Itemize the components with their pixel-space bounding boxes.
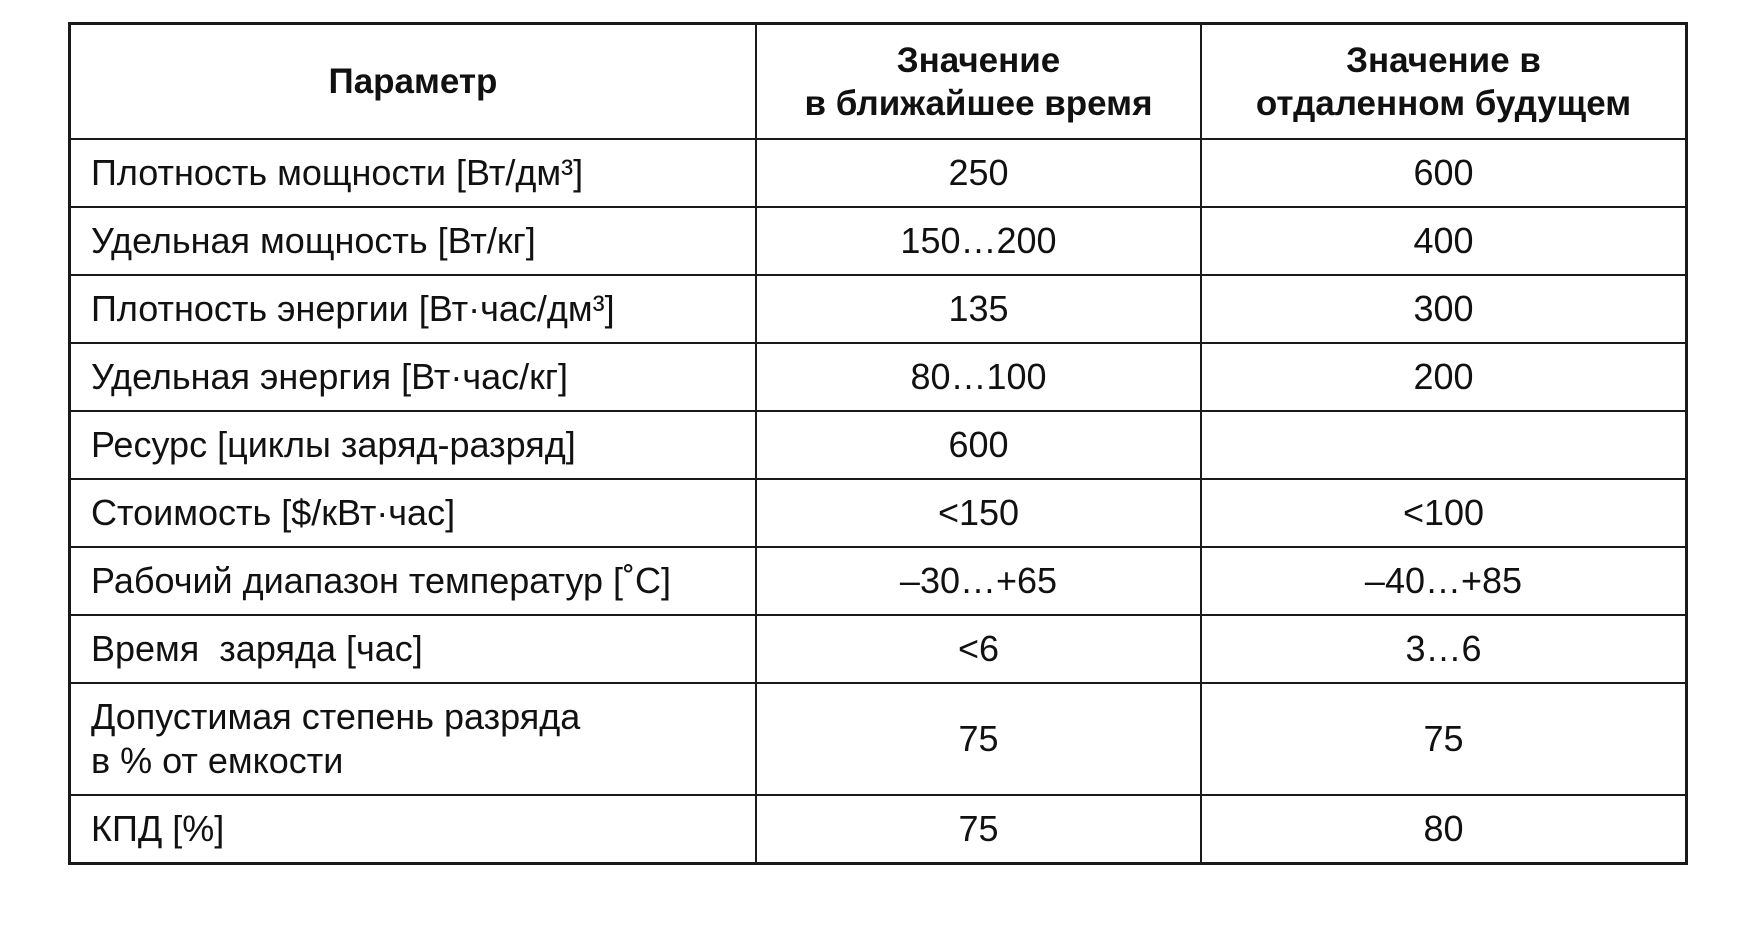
parameter-label: Стоимость [$/кВт·час] <box>91 492 456 533</box>
header-far-future <box>1201 25 1685 139</box>
parameter-cell <box>71 615 756 683</box>
header-parameter-label: Параметр <box>328 62 498 101</box>
parameter-label: Удельная мощность [Вт/кг] <box>91 220 536 261</box>
table-row <box>71 275 1685 343</box>
parameter-label: Плотность мощности [Вт/дм³] <box>91 152 584 193</box>
parameter-label: Рабочий диапазон температур [˚С] <box>91 560 672 601</box>
parameter-label: Плотность энергии [Вт·час/дм³] <box>91 288 615 329</box>
parameter-cell <box>71 479 756 547</box>
far-future-value: 400 <box>1201 207 1685 275</box>
parameter-label-line-1: Допустимая степень разряда <box>91 696 581 737</box>
far-future-value <box>1201 411 1685 479</box>
header-parameter <box>71 25 756 139</box>
parameter-cell <box>71 207 756 275</box>
far-future-value: <100 <box>1201 479 1685 547</box>
table-row <box>71 683 1685 795</box>
parameter-cell <box>71 275 756 343</box>
table-row <box>71 547 1685 615</box>
header-far-future-line-2: отдаленном будущем <box>1255 83 1632 123</box>
parameter-cell <box>71 795 756 862</box>
table-row <box>71 343 1685 411</box>
parameter-cell <box>71 139 756 207</box>
table-row <box>71 411 1685 479</box>
far-future-value: 3…6 <box>1201 615 1685 683</box>
header-near-term-line-1: Значение <box>896 40 1061 80</box>
table-row <box>71 479 1685 547</box>
header-far-future-line-1: Значение в <box>1346 40 1541 80</box>
near-term-value: 135 <box>756 275 1201 343</box>
parameter-label: Время заряда [час] <box>91 628 423 669</box>
far-future-value: 300 <box>1201 275 1685 343</box>
far-future-value: –40…+85 <box>1201 547 1685 615</box>
near-term-value: 75 <box>756 795 1201 862</box>
far-future-value: 200 <box>1201 343 1685 411</box>
parameter-cell <box>71 343 756 411</box>
battery-parameters-table-frame <box>68 22 1688 865</box>
near-term-value: 80…100 <box>756 343 1201 411</box>
parameter-cell <box>71 683 756 795</box>
table-row <box>71 615 1685 683</box>
far-future-value: 80 <box>1201 795 1685 862</box>
table-row <box>71 207 1685 275</box>
parameter-label: Удельная энергия [Вт·час/кг] <box>91 356 569 397</box>
parameter-label: КПД [%] <box>91 808 225 849</box>
parameter-cell <box>71 547 756 615</box>
header-near-term-line-2: в ближайшее время <box>804 83 1153 123</box>
near-term-value: 150…200 <box>756 207 1201 275</box>
parameter-label-line-2: в % от емкости <box>91 740 344 781</box>
near-term-value: 250 <box>756 139 1201 207</box>
near-term-value: –30…+65 <box>756 547 1201 615</box>
far-future-value: 75 <box>1201 683 1685 795</box>
near-term-value: <6 <box>756 615 1201 683</box>
far-future-value: 600 <box>1201 139 1685 207</box>
near-term-value: <150 <box>756 479 1201 547</box>
near-term-value: 600 <box>756 411 1201 479</box>
table-row <box>71 139 1685 207</box>
table-header-row <box>71 25 1685 139</box>
parameter-label: Ресурс [циклы заряд-разряд] <box>91 424 576 465</box>
parameter-cell <box>71 411 756 479</box>
table-row <box>71 795 1685 862</box>
header-near-term <box>756 25 1201 139</box>
battery-parameters-table <box>71 25 1685 862</box>
near-term-value: 75 <box>756 683 1201 795</box>
